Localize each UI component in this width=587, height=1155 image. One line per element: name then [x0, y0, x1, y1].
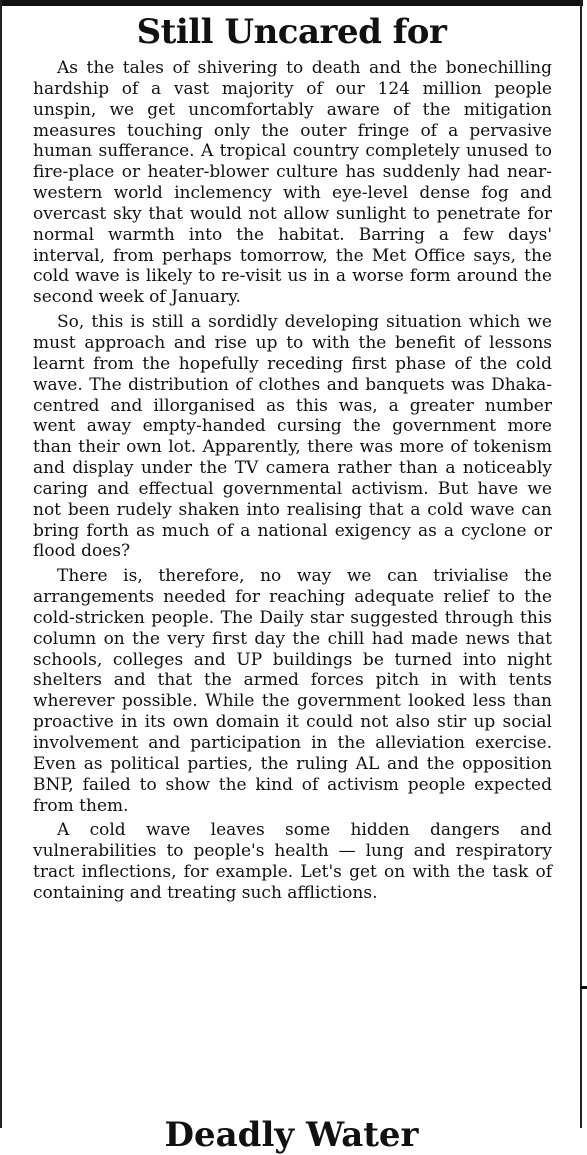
top-rule — [0, 0, 583, 6]
paragraph-2: So, this is still a sordidly developing situation which we must approach and rise up to with the benefit of lessons learnt from the hopefully receding first phase of the cold wave. The distribution of clothes and banquets was Dhaka-centred and illorganised as this was, a greater number went away empty-handed cursing the government more than their own lot. Apparently, there was more of tokenism and display under the TV camera rather than a noticeably caring and effectual governmental activism. But have we not been rudely shaken into realising that a cold wave can bring forth as much of a national exigency as a cyclone or flood does? — [33, 312, 552, 562]
article-headline: Still Uncared for — [136, 12, 447, 52]
left-column-rule — [0, 0, 2, 1128]
paragraph-4: A cold wave leaves some hidden dangers and vulnerabilities to people's health — lung and respiratory tract inflections, for example. Let's get on with the task of containing and treating such afflictions. — [33, 820, 552, 903]
next-article-headline-text: Deadly Water — [164, 1115, 419, 1155]
paragraph-3: There is, therefore, no way we can trivialise the arrangements needed for reaching adequate relief to the cold-stricken people. The Daily star suggested through this column on the very first day the chill had made news that schools, colleges and UP buildings be turned into night shelters and that the armed forces pitch in with tents wherever possible. While the government looked less than proactive in its own domain it could not also stir up social involvement and participation in the alleviation exercise. Even as political parties, the ruling AL and the opposition BNP, failed to show the kind of activism people expected from them. — [33, 566, 552, 816]
column-tick-mark — [580, 986, 587, 989]
article-body — [33, 58, 552, 908]
right-column-rule — [580, 0, 582, 1128]
paragraph-1: As the tales of shivering to death and the bonechilling hardship of a vast majority of our 124 million people unspin, we get uncomfortably aware of the mitigation measures touching only the outer fringe of a pervasive human sufferance. A tropical country completely unused to fire-place or heater-blower culture has suddenly had near-western world inclemency with eye-level dense fog and overcast sky that would not allow sunlight to penetrate for normal warmth into the habitat. Barring a few days' interval, from perhaps tomorrow, the Met Office says, the cold wave is likely to re-visit us in a worse form around the second week of January. — [33, 58, 552, 308]
next-article-headline — [0, 1113, 583, 1155]
